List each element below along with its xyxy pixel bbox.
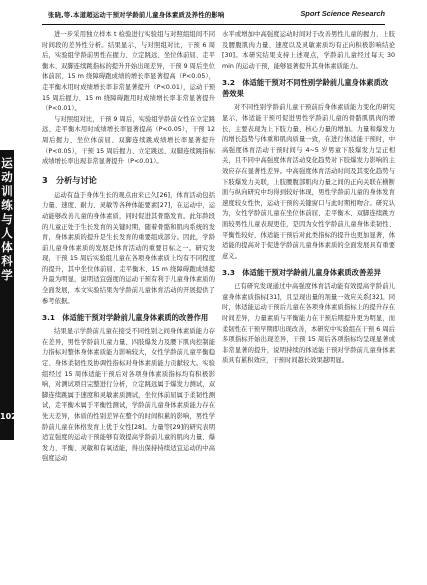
journal-name: Sport Science Research [300, 9, 385, 18]
subsection-heading: 3.3 体适能干预对学龄前儿童身体素质改善差异 [222, 268, 381, 278]
body-paragraph: 运动有益于身体生长的观点由来已久[26]，体育活动包括力量、速度、耐力、灵敏等各种体能要素[27]，在运动中，运动能够改善儿童的身体素质，同时促进其骨骼发育。此年龄段的儿童正处于生长发育的关键时期，随着骨骼和肌肉系统的发育，身体素质的提升是生长发育的重要组成部分。因此，学龄前儿童身体素质的发展是体育活动的重要目标之一。研究发现，干预 15 周后实验组儿童在各项身体素质上均有不同程度的提升，其中坐位体前屈、走平衡木、15 m 绕障碍跑成绩提升最为明显，说明适宜强度的运动干预有利于儿童身体素质的全面发展，本文实验结果为学龄前儿童体育活动的开展提供了参考依据。 [42, 191, 215, 305]
page-number: 102 [0, 412, 17, 421]
page-header [0, 0, 427, 30]
left-column [42, 30, 215, 570]
subsection-heading: 3.1 体适能干预对学龄前儿童身体素质的改善作用 [42, 313, 209, 323]
header-rule [42, 24, 385, 25]
section-sidebar [0, 150, 17, 440]
body-paragraph: 结果显示学龄前儿童在接受不同性别之间身体素质能力存在差异，男性学龄前儿童力量、四肢爆发力及腰下肌肉控制能力指标对整体身体素质能力影响较大，女性学龄前儿童平衡稳定、身体柔韧性及协调性指标对身体素质能力贡献较大。实验组经过 15 周体适能干预后对各项身体素质指标均有积极影响，对测试项目完整进行分析，立定跳远属于爆发力测试，双脚连续跳属于速度和灵敏素质测试，坐位体前屈属于柔韧性测试，走平衡木属于平衡性测试，学龄前儿童身体素质能力存在先天差异，体质的性别差异在整个的时间积累的影响，男性学龄前儿童在体格发育上优于女性[28]。力量等[29]的研究表明适宜强度的运动干预能够有效提高学龄前儿童的肌肉力量、爆发力、平衡、灵敏和有氧适能，得出保持持续适宜运动的中高强度运动 [42, 328, 215, 463]
body-paragraph: 水平或增加中高强度运动时间对于改善男性儿童的握力、上肢及腰腹肌肉力量、速度以及灵敏素质均有正向积极影响结论[30]。本研究结果支持上述观点，学龄前儿童经过每天 30 min 的运动干预，能够显著提升其身体素质能力。 [222, 31, 395, 70]
body-paragraph: 进一步采用独立样本 t 检验进行实验组与对照组组间不同时间段的差异性分析。结果显示，与对照组对比，干预 6 周后，实验组学龄前男性在握力、立定跳远、坐位体前屈、走平衡木、双脚连续跳指标的提升开始出现差异，干预 9 周后坐位体前屈、15 m 绕障碍跑成绩的增长率显著提高（P<0.05），走平衡木用时成绩增长率非常显著提升（P<0.01），运动干预 15 周后握力、15 m 绕障碍跑用时成绩增长率非常显著提升（P<0.01）。 [42, 31, 215, 113]
section-heading: 3 分析与讨论 [42, 174, 97, 185]
section-label: 运动训练与人体科学 [1, 156, 13, 282]
body-paragraph: 已有研究发现通过中高强度体育活动能有效提高学龄前儿童身体素质指标[31]，且呈现出量的剂量一效应关系[32]。同时，体适能运动干预后儿童在各项身体素质指标上的提升存在时间差异，力量素质与平衡能力在干预后期提升更为明显，而柔韧性在干预早期即出现改善，本研究中实验组在干预 6 周后多项指标开始出现差异，干预 15 周后各项指标均呈现显著或非常显著的提升，说明持续的体适能干预对学龄前儿童身体素质具有累积效应，干预时间越长效果越明显。 [222, 283, 395, 365]
subsection-heading: 3.2 体适能干预对不同性别学龄前儿童身体素质改善效果 [222, 78, 389, 99]
right-column [222, 30, 395, 570]
body-paragraph: 与对照组对比，干预 9 周后，实验组学龄前女性在立定跳远、走平衡木用时成绩增长率显著提高（P<0.05），干预 12 周后握力、坐位体前屈、双脚连续跳成绩增长率显著提升（P<0.05），干预 15 周后握力、立定跳远、双脚连续跳指标成绩增长率出现非常显著提升（P<0.01）。 [42, 115, 215, 166]
body-paragraph: 对不同性别学龄前儿童干预前后身体素质能力变化的研究显示，体适能干预可促进男性学龄前儿童的骨骼肌肌肉的增长，主要表现为上下肢力量、核心力量的增加。力量和爆发力的增长趋势与体重和肌肉质量一致，在进行体适能干预时，中高强度体育活动干预时间与 4~5 岁男童下肢爆发力呈正相关，且不同中高强度体育活动变化趋势对下肢爆发力影响的主效应存在显著性差异。中高强度体育活动时间及其变化趋势与下肢爆发力关联，上肢腰腹部肌肉力量之间的正向关联在横断面与纵向研究中均得到较好体现，男性学龄前儿童的身体发育速度较女性快，运动干预的关键窗口与此时期相吻合。研究认为，女性学龄前儿童在坐位体前屈、走平衡木、双脚连续跳方面较男性儿童表现更佳，是因为女性学龄前儿童身体柔韧性、平衡性较好，体适能干预后对此类指标的提升也更加显著，体适能的提高对于促进学龄前儿童身体素质的全面发展具有重要意义。 [222, 104, 395, 260]
running-title: 张晓,等.本道超运动干预对学龄前儿童身体素质及养性的影响 [48, 11, 225, 19]
